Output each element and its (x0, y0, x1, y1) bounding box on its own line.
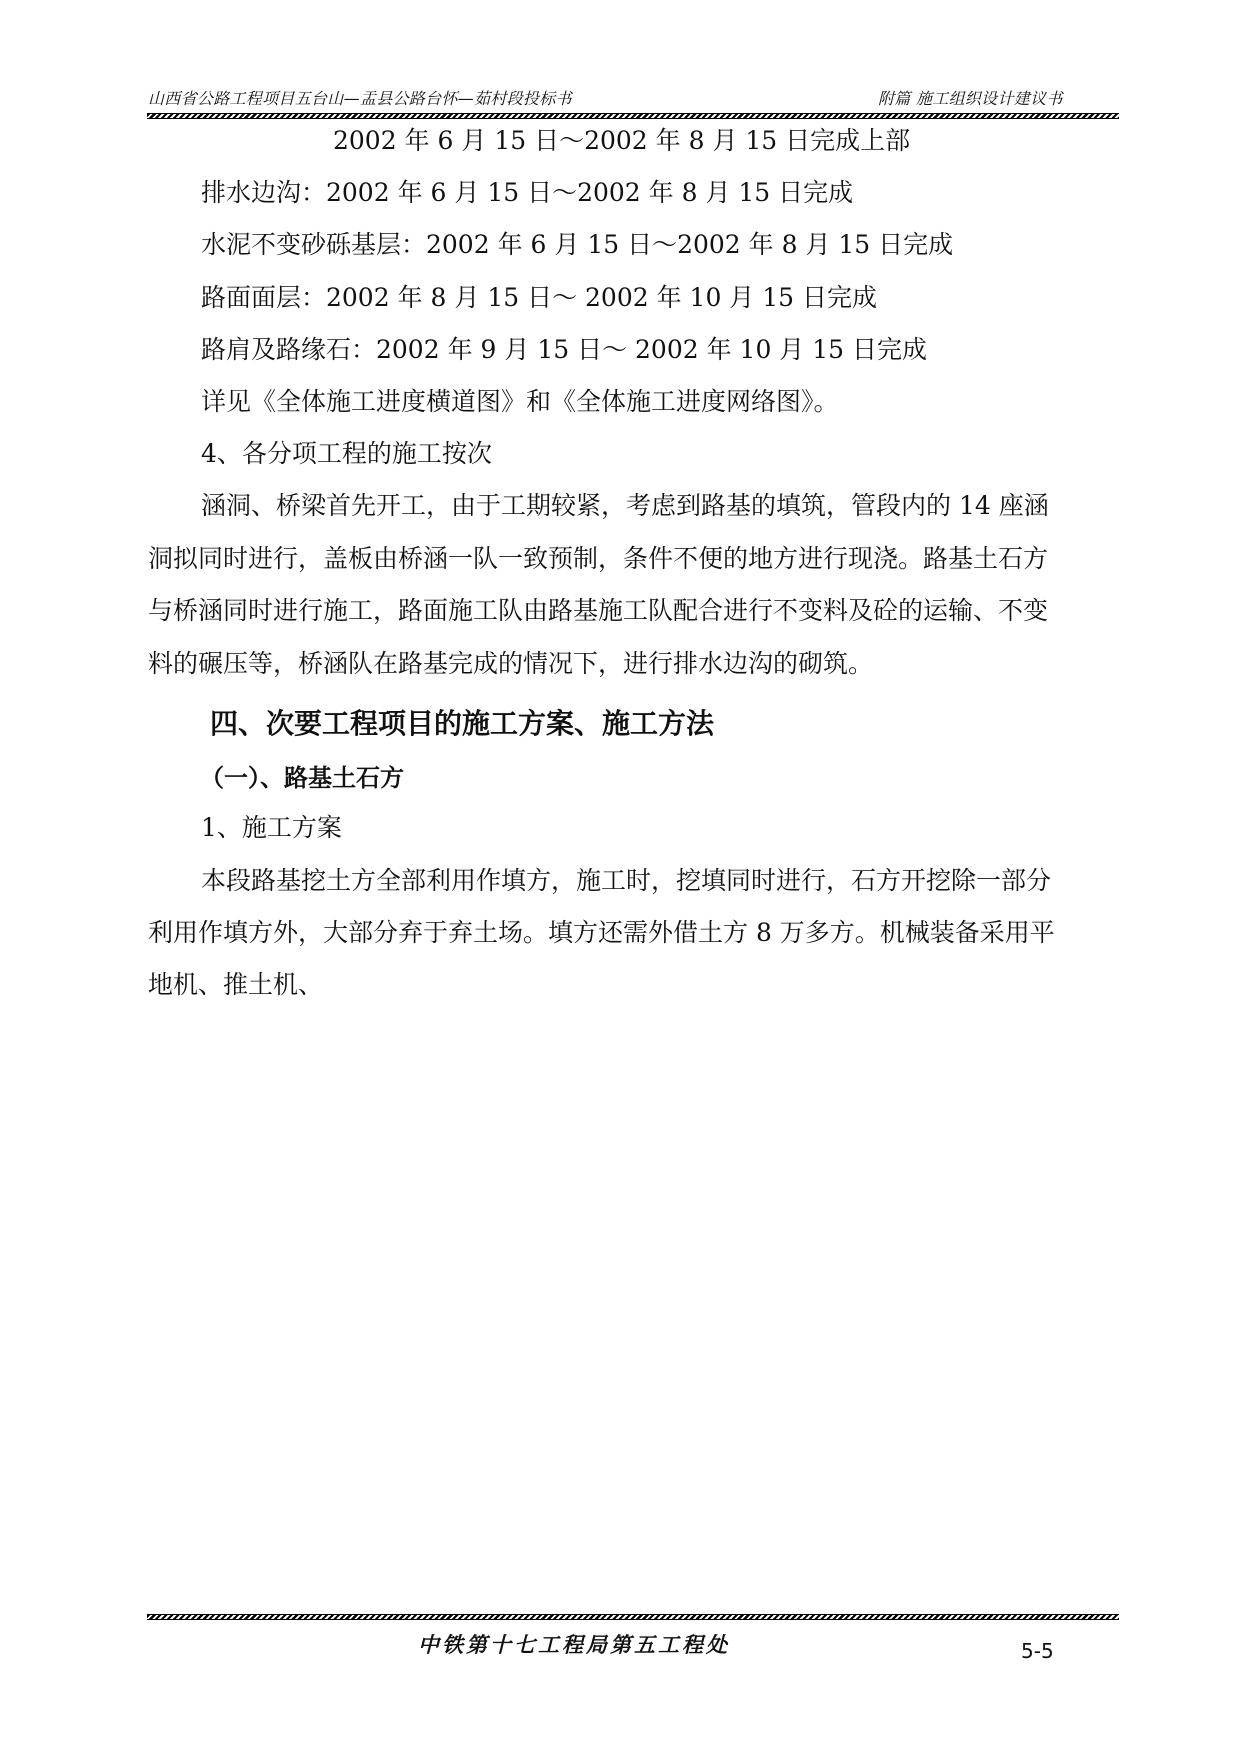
paragraph-line: 与桥涵同时进行施工，路面施工队由路基施工队配合进行不变料及砼的运输、不变 (148, 596, 1049, 625)
schedule-line: 水泥不变砂砾基层：2002 年 6 月 15 日～2002 年 8 月 15 日完成 (201, 230, 954, 259)
schedule-line: 路肩及路缘石：2002 年 9 月 15 日～ 2002 年 10 月 15 日完成 (201, 335, 928, 364)
schedule-line: 排水边沟：2002 年 6 月 15 日～2002 年 8 月 15 日完成 (201, 178, 854, 207)
header-title-right: 附篇 施工组织设计建议书 (878, 89, 1063, 108)
schedule-line: 2002 年 6 月 15 日～2002 年 8 月 15 日完成上部 (333, 126, 911, 155)
section-subtitle: 4、各分项工程的施工按次 (201, 439, 492, 468)
paragraph-line: 本段路基挖土方全部利用作填方，施工时，挖填同时进行，石方开挖除一部分 (201, 866, 1052, 895)
header-title-left: 山西省公路工程项目五台山—盂县公路台怀—茹村段投标书 (148, 89, 572, 108)
paragraph-line: 涵洞、桥梁首先开工，由于工期较紧，考虑到路基的填筑，管段内的 14 座涵 (201, 491, 1049, 520)
paragraph-line: 料的碾压等，桥涵队在路基完成的情况下，进行排水边沟的砌筑。 (148, 649, 874, 678)
paragraph-line: 利用作填方外，大部分弃于弃土场。填方还需外借土方 8 万多方。机械装备采用平 (148, 918, 1055, 947)
schedule-line: 路面面层：2002 年 8 月 15 日～ 2002 年 10 月 15 日完成 (201, 283, 878, 312)
subsection-label: 1、施工方案 (201, 813, 342, 842)
paragraph-line: 洞拟同时进行，盖板由桥涵一队一致预制，条件不便的地方进行现浇。路基土石方 (148, 544, 1049, 573)
page-number: 5-5 (1021, 1639, 1054, 1663)
footer-divider (147, 1614, 1119, 1620)
paragraph-line: 地机、推土机、 (148, 970, 324, 999)
reference-line: 详见《全体施工进度横道图》和《全体施工进度网络图》。 (201, 387, 839, 416)
footer-organization: 中铁第十七工程局第五工程处 (418, 1632, 730, 1657)
section-heading: 四、次要工程项目的施工方案、施工方法 (210, 707, 715, 740)
header-divider (147, 113, 1119, 119)
subsection-heading: （一）、路基土石方 (200, 764, 404, 792)
